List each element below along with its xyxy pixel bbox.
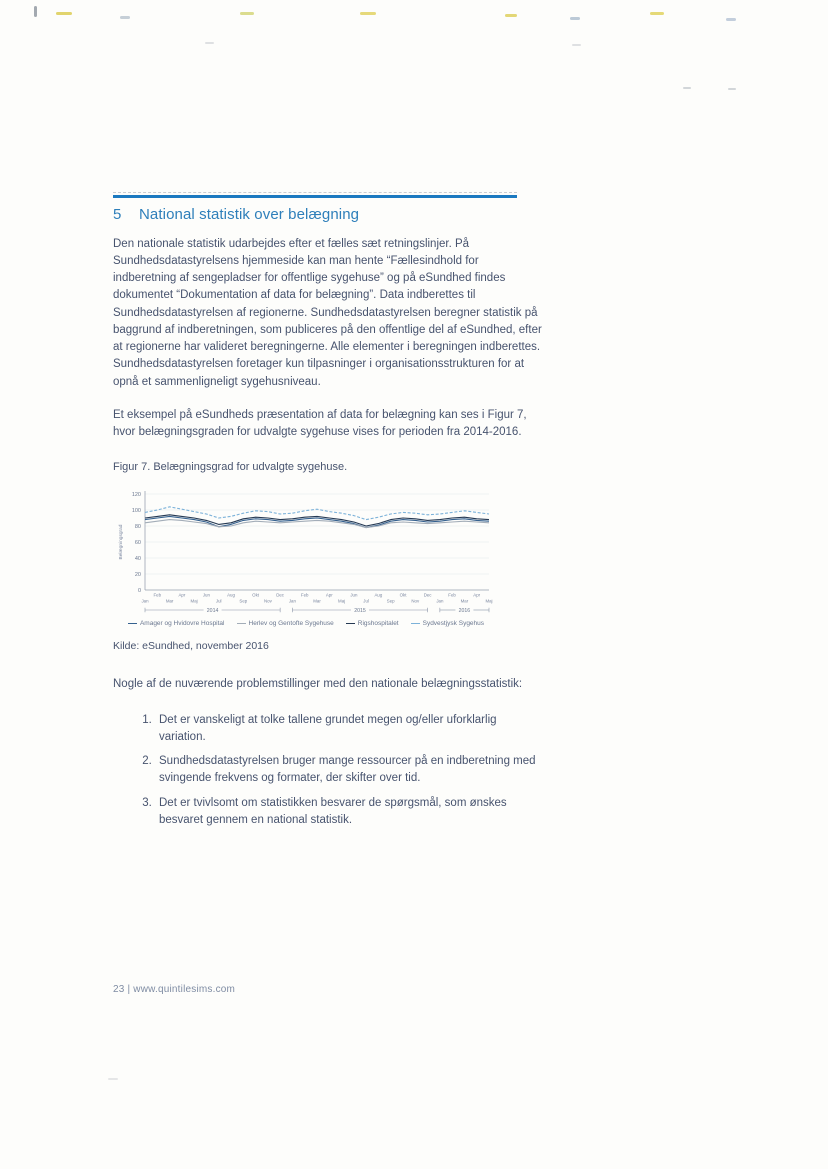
svg-text:60: 60 [134,539,141,546]
section-heading [113,204,543,227]
legend-mark [411,623,420,625]
legend-label: Herlev og Gentofte Sygehuse [248,619,334,627]
svg-text:Maj: Maj [485,598,493,604]
svg-text:100: 100 [131,507,141,514]
scan-artifact [728,88,736,90]
scan-artifact [360,12,376,15]
legend-item [346,619,399,629]
svg-text:0: 0 [137,587,141,594]
list-item: 3. Det er tvivlsomt om statistikken besvarer de spørgsmål, som ønskes besvaret gennem en national statistik. [155,795,543,830]
svg-text:Aug: Aug [227,592,235,598]
svg-text:Jan: Jan [288,598,296,604]
figure-source: Kilde: eSundhed, november 2016 [113,639,269,652]
scan-artifact [34,6,37,17]
legend-mark [237,623,246,625]
svg-text:Feb: Feb [300,592,309,598]
scan-artifact [108,1078,118,1080]
figure-caption: Figur 7. Belægningsgrad for udvalgte sygehuse. [113,461,348,474]
svg-text:2015: 2015 [354,607,366,614]
svg-text:Nov: Nov [411,598,420,604]
scan-dash-remnant [113,192,517,193]
svg-text:Maj: Maj [338,598,346,604]
scan-artifact [240,12,254,15]
section-number: 5 [113,206,122,223]
body-paragraph: Den nationale statistik udarbejdes efter et fælles sæt retningslinjer. På Sundhedsdatastyrelsens hjemmeside kan man hente “Fællesindhold for indberetning af sengepladser for offentlige sygehuse” og på eSundhed findes dokumentet “Dokumentation af data for belægning”. Data indberettes til Sundhedsdatastyrelsen af regionerne. Sundhedsdatastyrelsen beregner statistik på baggrund af indberetningen, som publiceres på den offentlige del af eSundhed, efter at regionerne har valideret beregningerne. Alle elementer i beregningen indberettes. Sundhedsdatastyrelsen foretager kun tilpasninger i organisationsstrukturen for at opnå et sammenligneligt sygehusniveau. [113,237,542,388]
scan-artifact [505,14,517,17]
svg-text:Belægningsgrad: Belægningsgrad [119,524,124,560]
legend-item [411,619,484,629]
problem-list [141,712,543,830]
legend-mark [128,623,137,625]
svg-text:Apr: Apr [473,592,481,598]
page-footer: 23 | www.quintilesims.com [113,984,236,995]
section-divider-rule [113,195,517,198]
scan-artifact [56,12,72,15]
svg-text:Mar: Mar [313,598,321,604]
legend-item [237,619,334,629]
svg-text:Okt: Okt [399,592,407,598]
section-title: National statistik over belægning [139,206,360,223]
svg-text:Dec: Dec [423,592,432,598]
scan-artifact [650,12,664,15]
svg-text:Dec: Dec [276,592,285,598]
figure-chart [115,484,497,629]
svg-text:Mar: Mar [460,598,469,604]
scan-artifact [683,87,691,89]
scan-artifact [205,42,214,44]
svg-text:Jan: Jan [141,598,149,604]
svg-text:20: 20 [134,571,141,578]
list-item: 1. Det er vanskeligt at tolke tallene grundet megen og/eller uforklarlig variation. [155,712,543,747]
svg-text:Sep: Sep [386,598,395,604]
svg-text:2016: 2016 [458,607,471,614]
legend-item [128,619,225,629]
chart-legend [115,619,497,629]
svg-text:Jul: Jul [215,598,222,604]
legend-label: Amager og Hvidovre Hospital [139,619,225,627]
document-content [113,192,543,836]
body-paragraph: Et eksempel på eSundheds præsentation af data for belægning kan ses i Figur 7, hvor belægningsgraden for udvalgte sygehuse vises for perioden fra 2014-2016. [113,408,527,438]
line-chart [115,484,497,617]
legend-label: Sydvestjysk Sygehus [422,619,485,627]
legend-mark [346,623,355,625]
svg-text:Maj: Maj [190,598,198,604]
list-item: 2. Sundhedsdatastyrelsen bruger mange ressourcer på en indberetning med svingende frekvens og formater, der skifter over tid. [155,753,543,788]
svg-text:Jun: Jun [202,592,210,598]
svg-text:Mar: Mar [165,598,174,604]
svg-text:Feb: Feb [448,592,456,598]
svg-text:80: 80 [134,523,141,530]
svg-text:Feb: Feb [153,592,162,598]
scan-artifact [572,44,581,46]
svg-text:120: 120 [131,491,141,498]
svg-text:Jul: Jul [363,598,369,604]
svg-text:Jan: Jan [436,598,444,604]
svg-text:2014: 2014 [206,607,219,614]
svg-text:Jun: Jun [350,592,358,598]
scan-artifact [726,18,736,21]
svg-text:Apr: Apr [325,592,333,598]
svg-text:Sep: Sep [239,598,248,604]
scan-artifact [120,16,130,19]
legend-label: Rigshospitalet [357,619,399,627]
scan-artifact [570,17,580,20]
svg-text:Aug: Aug [374,592,383,598]
svg-text:Apr: Apr [178,592,186,598]
body-paragraph: Nogle af de nuværende problemstillinger med den nationale belægningsstatistik: [113,678,523,691]
svg-text:Okt: Okt [252,592,260,598]
svg-text:40: 40 [134,555,141,562]
svg-text:Nov: Nov [263,598,272,604]
